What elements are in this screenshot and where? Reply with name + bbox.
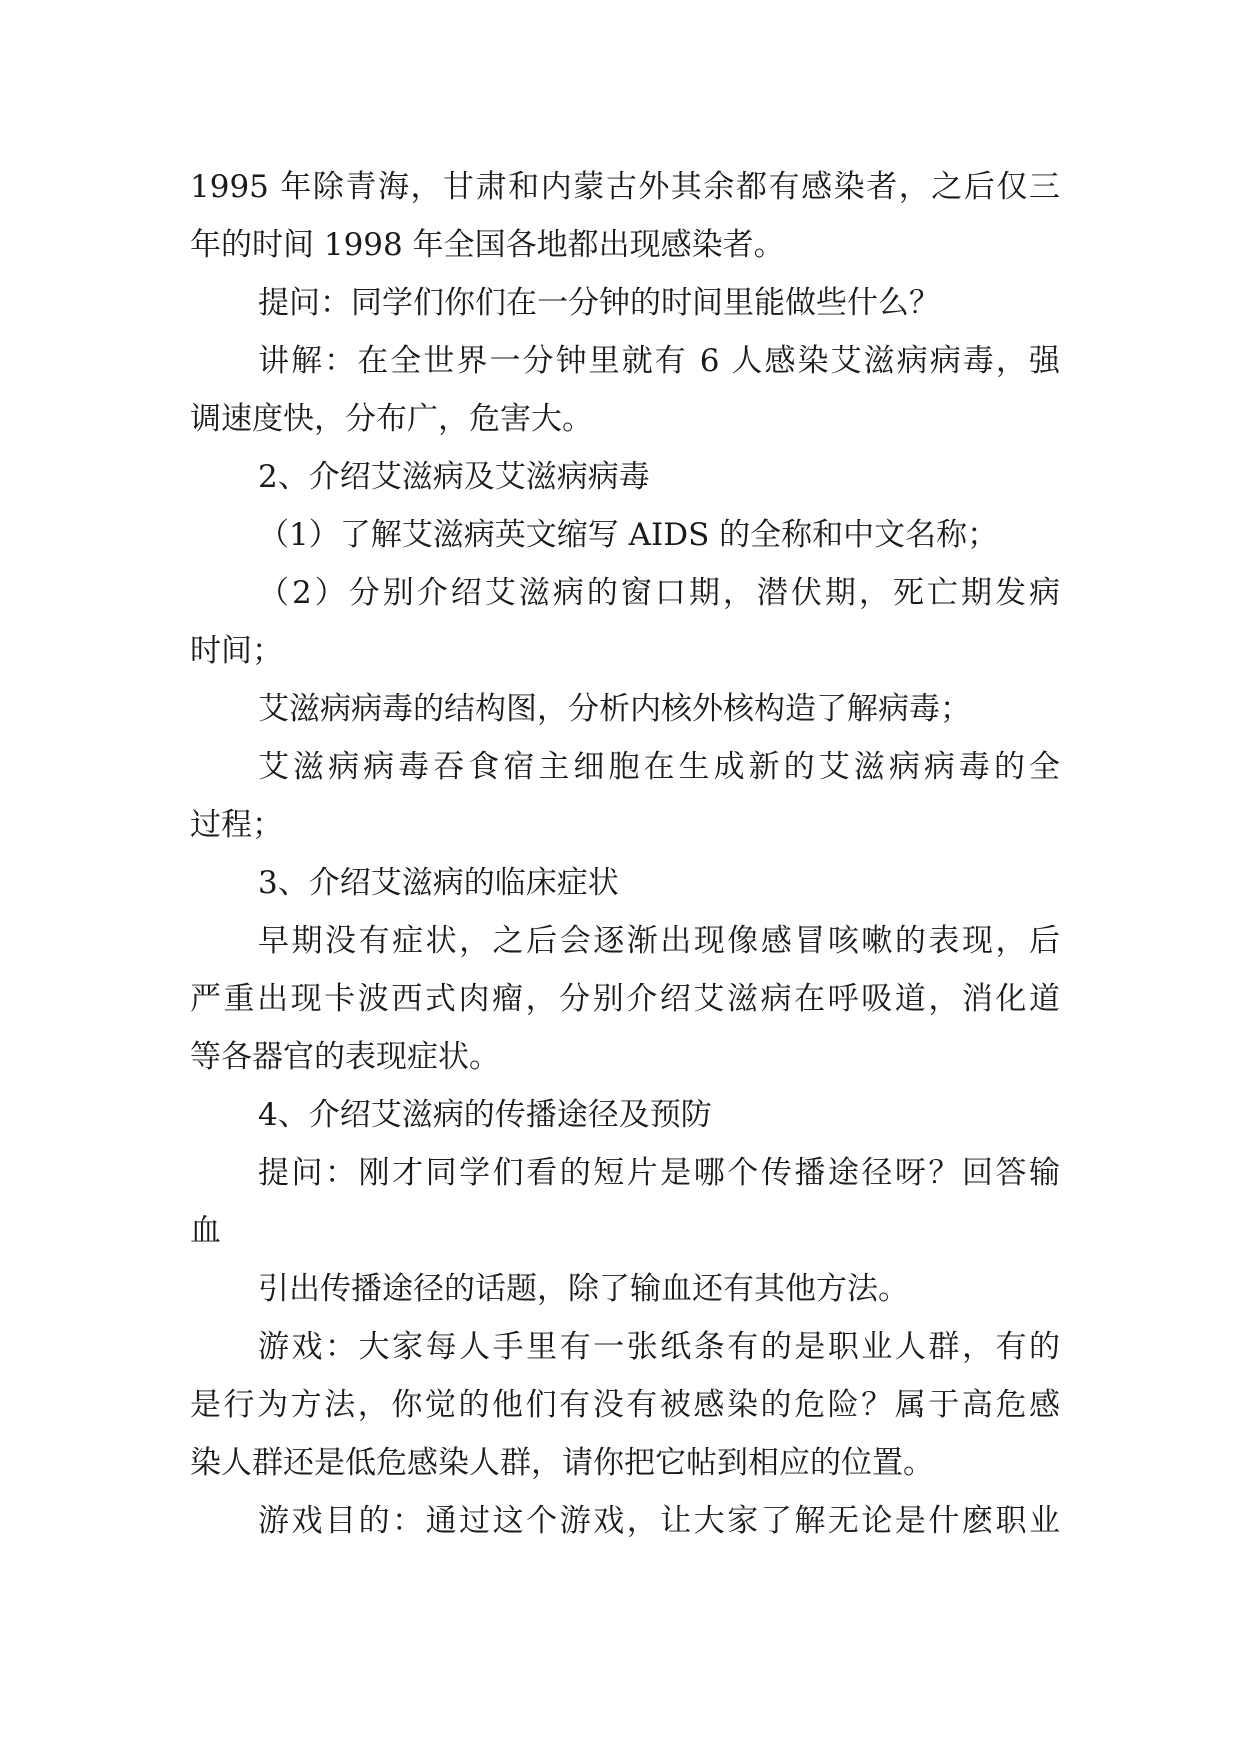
text-line: 时间； xyxy=(190,633,283,669)
text-line: 严重出现卡波西式肉瘤，分别介绍艾滋病在呼吸道，消化道 xyxy=(190,981,1060,1017)
text-line: 提问：刚才同学们看的短片是哪个传播途径呀？回答输 xyxy=(258,1155,1060,1191)
text-line: 1995 年除青海，甘肃和内蒙古外其余都有感染者，之后仅三 xyxy=(190,169,1060,205)
text-line: 早期没有症状，之后会逐渐出现像感冒咳嗽的表现，后 xyxy=(258,923,1060,959)
text-line: 过程； xyxy=(190,807,283,843)
text-line: 等各器官的表现症状。 xyxy=(190,1039,500,1075)
text-line: 提问：同学们你们在一分钟的时间里能做些什么？ xyxy=(258,285,940,321)
text-line: 调速度快，分布广，危害大。 xyxy=(190,401,593,437)
text-line: 年的时间 1998 年全国各地都出现感染者。 xyxy=(190,227,785,263)
text-line: 游戏目的：通过这个游戏，让大家了解无论是什麽职业 xyxy=(258,1503,1060,1539)
text-line: 艾滋病病毒吞食宿主细胞在生成新的艾滋病病毒的全 xyxy=(258,749,1060,785)
text-line: 是行为方法，你觉的他们有没有被感染的危险？属于高危感 xyxy=(190,1387,1060,1423)
text-line: 讲解：在全世界一分钟里就有 6 人感染艾滋病病毒，强 xyxy=(258,343,1060,379)
text-line: （2）分别介绍艾滋病的窗口期，潜伏期，死亡期发病 xyxy=(258,575,1060,611)
text-line: 引出传播途径的话题，除了输血还有其他方法。 xyxy=(258,1271,909,1307)
heading-line: 2、介绍艾滋病及艾滋病病毒 xyxy=(258,459,650,495)
text-line: 艾滋病病毒的结构图，分析内核外核构造了解病毒； xyxy=(258,691,971,727)
text-line: 血 xyxy=(190,1213,221,1249)
text-line: 染人群还是低危感染人群，请你把它帖到相应的位置。 xyxy=(190,1445,934,1481)
heading-line: 4、介绍艾滋病的传播途径及预防 xyxy=(258,1097,712,1133)
text-line: 游戏：大家每人手里有一张纸条有的是职业人群，有的 xyxy=(258,1329,1060,1365)
text-line: （1）了解艾滋病英文缩写 AIDS 的全称和中文名称； xyxy=(258,517,999,553)
heading-line: 3、介绍艾滋病的临床症状 xyxy=(258,865,619,901)
